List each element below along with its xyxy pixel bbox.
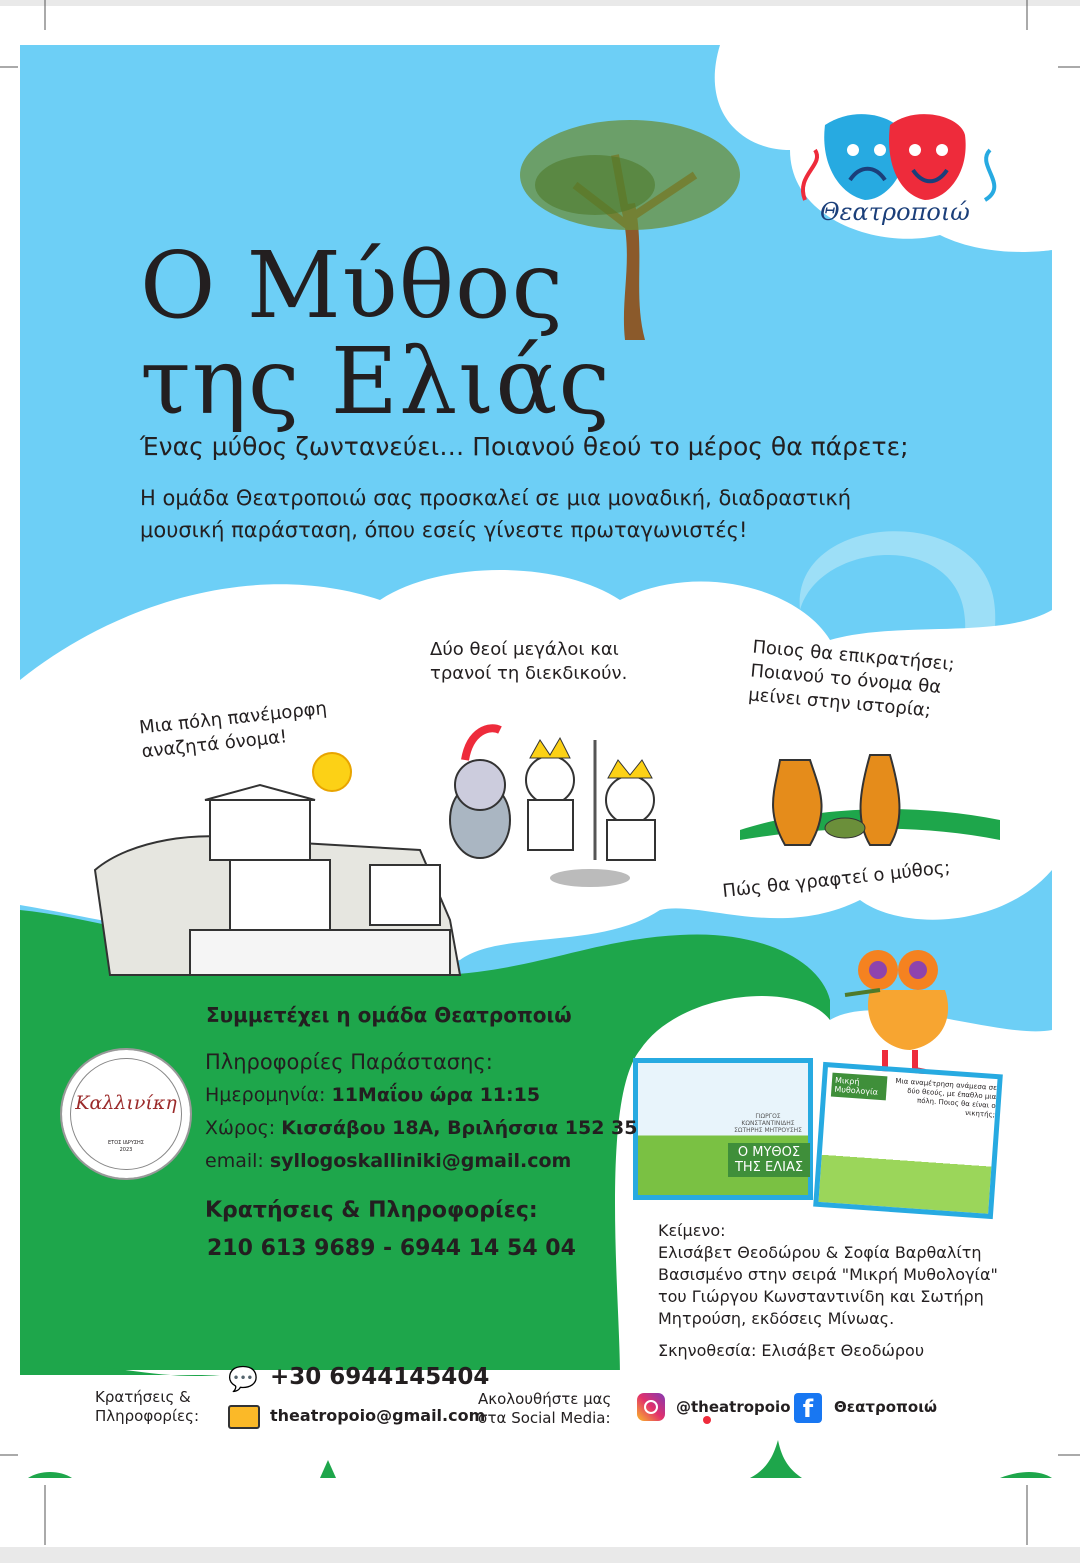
reservation-phones[interactable]: 210 613 9689 - 6944 14 54 04	[207, 1236, 576, 1261]
email-envelope-icon	[228, 1405, 260, 1429]
facebook-icon[interactable]: f	[794, 1393, 822, 1423]
book2-text: Μια αναμέτρηση ανάμεσα σε δύο θεούς, με έπαθλο μια πόλη. Ποιος θα είναι ο νικητής;	[895, 1076, 998, 1119]
title-line-2: της Ελιάς	[140, 328, 611, 435]
performance-info	[205, 1046, 638, 1178]
book-cover-mikri-mythologia	[813, 1062, 1003, 1219]
book1-title: Ο ΜΥΘΟΣ ΤΗΣ ΕΛΙΑΣ	[728, 1143, 810, 1177]
amphorae-illustration	[765, 750, 915, 855]
poster-title	[140, 232, 611, 435]
logo-text: Θεατροποιώ	[820, 198, 970, 226]
subtitle: Ένας μύθος ζωντανεύει… Ποιανού θεού το μέρος θα πάρετε;	[140, 432, 909, 461]
seal-founded-label: ΕΤΟΣ ΙΔΡΥΣΗΣ	[108, 1140, 144, 1146]
bubble-who-wins: Ποιος θα επικρατήσει; Ποιανού το όνομα θα μείνει στην ιστορία;	[747, 636, 956, 722]
venue-value: Κισσάβου 18Α, Βριλήσσια 152 35	[281, 1117, 638, 1139]
credits-direction: Σκηνοθεσία: Ελισάβετ Θεοδώρου	[658, 1341, 925, 1360]
title-line-1: Ο Μύθος	[140, 232, 565, 339]
credits-based-on: Βασισμένο στην σειρά "Μικρή Μυθολογία" του Γιώργου Κωνσταντινίδη και Σωτήρη Μητρούση, εκδόσεις Μίνωας.	[658, 1265, 998, 1328]
book1-authors: ΓΙΩΡΓΟΣ ΚΩΝΣΤΑΝΤΙΝΙΔΗΣ ΣΩΤΗΡΗΣ ΜΗΤΡΟΥΣΗΣ	[734, 1113, 802, 1134]
footer-label-line-1: Κρατήσεις &	[95, 1388, 191, 1406]
intro-text: Η ομάδα Θεατροποιώ σας προσκαλεί σε μια μοναδική, διαδραστική μουσική παράσταση, όπου εσείς γίνεστε πρωταγωνιστές!	[140, 486, 852, 542]
participation-text: Συμμετέχει η ομάδα Θεατροποιώ	[206, 1003, 572, 1027]
credits-text-label: Κείμενο:	[658, 1221, 726, 1240]
book2-series: Μικρή Μυθολογία	[831, 1073, 888, 1101]
chat-people-icon: 💬	[228, 1365, 258, 1393]
follow-us-label	[478, 1390, 611, 1428]
bubble-city: Μια πόλη πανέμορφη αναζητά όνομα!	[138, 697, 328, 763]
instagram-icon[interactable]	[637, 1393, 665, 1421]
red-dot	[703, 1416, 711, 1424]
credits-authors: Ελισάβετ Θεοδώρου & Σοφία Βαρθαλίτη	[658, 1243, 982, 1262]
reservations-heading: Κρατήσεις & Πληροφορίες:	[205, 1198, 538, 1223]
date-value: 11Μαΐου ώρα 11:15	[331, 1084, 541, 1106]
venue-label: Χώρος:	[205, 1117, 276, 1139]
footer-phone[interactable]: +30 6944145404	[270, 1364, 490, 1390]
follow-line-2: στα Social Media:	[478, 1409, 611, 1427]
book-cover-myth-of-olive	[633, 1058, 813, 1200]
email-label: email:	[205, 1150, 264, 1172]
bubble-gods: Δύο θεοί μεγάλοι και τρανοί τη διεκδικούν.	[430, 639, 628, 684]
footer-email[interactable]: theatropoio@gmail.com	[270, 1406, 486, 1425]
seal-founded-year: 2023	[119, 1147, 133, 1153]
date-label: Ημερομηνία:	[205, 1084, 326, 1106]
footer-label-line-2: Πληροφορίες:	[95, 1407, 199, 1425]
seal-name: Καλλινίκη	[75, 1092, 177, 1114]
email-value[interactable]: syllogoskalliniki@gmail.com	[269, 1150, 572, 1172]
facebook-page[interactable]: Θεατροποιώ	[834, 1398, 938, 1416]
credits	[658, 1220, 1018, 1362]
kalliniki-seal	[60, 1048, 192, 1180]
bubble-myth: Πώς θα γραφτεί ο μύθος;	[721, 857, 952, 902]
owl-illustration	[840, 940, 960, 1075]
instagram-handle[interactable]: @theatropoio	[676, 1398, 791, 1416]
footer-reservations-label	[95, 1388, 199, 1426]
follow-line-1: Ακολουθήστε μας	[478, 1390, 612, 1408]
gods-illustration	[410, 720, 700, 890]
info-heading: Πληροφορίες Παράστασης:	[205, 1050, 493, 1074]
theatropoio-logo	[795, 105, 1010, 230]
